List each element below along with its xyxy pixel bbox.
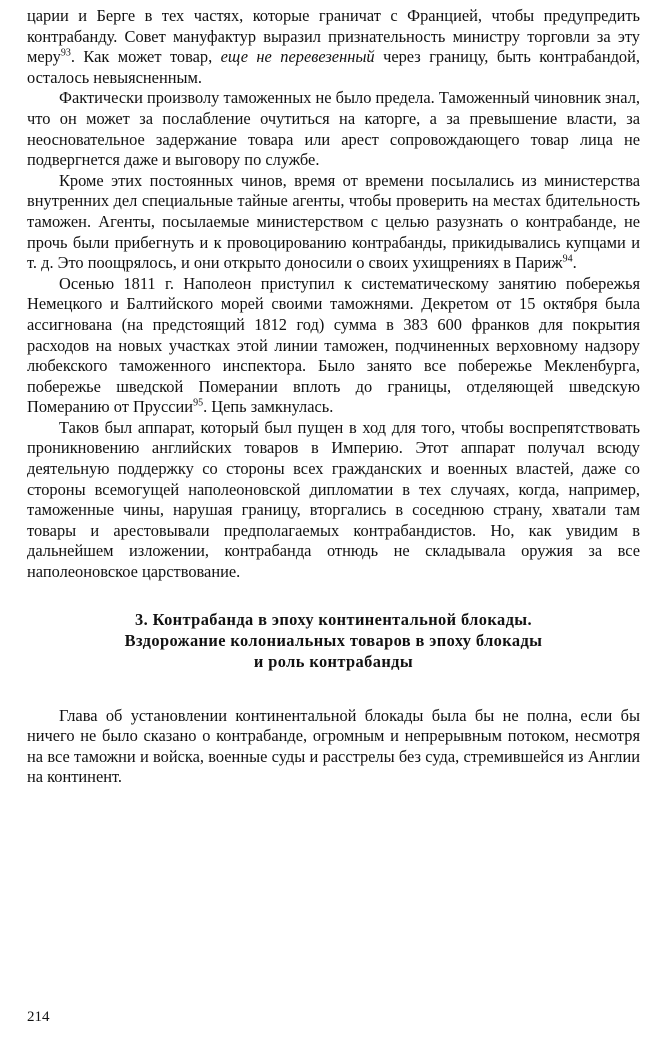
paragraph-text: царии и Берге в тех частях, которые граничат с Францией, чтобы предупредить контрабанду. Совет мануфактур выразил признательность министру торговли за эту меру xyxy=(27,6,640,67)
paragraph-coast-occupation xyxy=(27,274,640,418)
footnote-ref-95: 95 xyxy=(193,397,204,409)
section-heading-line-2: Вздорожание колониальных товаров в эпоху блокады xyxy=(124,630,543,650)
footnote-ref-93: 93 xyxy=(60,47,71,59)
footnote-ref-94: 94 xyxy=(562,253,573,265)
spacer xyxy=(27,672,640,706)
section-heading xyxy=(27,609,640,672)
section-heading-line-3: и роль контрабанды xyxy=(253,651,414,671)
paragraph-customs-arbitrariness: Фактически произволу таможенных не было предела. Таможенный чиновник знал, что он может за послабление очутиться на каторге, а за превышение власти, за неосновательное задержание товара или арест сопровождающего товар лица не подвергнется даже и выговору по службе. xyxy=(27,88,640,170)
page-number: 214 xyxy=(27,1009,50,1025)
paragraph-chapter-intro: Глава об установлении континентальной блокады была бы не полна, если бы ничего не было сказано о контрабанде, огромным и непрерывным потоком, несмотря на все таможни и войска, военные суды и расстрелы без суда, стремившейся из Англии на континент. xyxy=(27,705,640,787)
paragraph-text: Кроме этих постоянных чинов, время от времени посылались из министерства внутренних дел специальные тайные агенты, чтобы проверить на местах бдительность таможен. Агенты, посылаемые министерством с целью разузнать о контрабанде, не прочь были прибегнуть и к провоцированию контрабанды, прикидывались купцами и т. д. Это поощрялось, и они открыто доносили о своих ухищрениях в Париж xyxy=(27,170,640,273)
paragraph-text: . xyxy=(572,253,577,273)
paragraph-continuation xyxy=(27,6,640,88)
paragraph-text: . Как может товар, xyxy=(70,47,221,67)
paragraph-apparatus: Таков был аппарат, который был пущен в ход для того, чтобы воспрепятствовать проникновению английских товаров в Империю. Этот аппарат получал всюду деятельную поддержку со стороны всех гражданских и военных властей, даже со стороны всемогущей наполеоновской дипломатии в тех случаях, когда, например, таможенные чины, нарушая границу, вторгались в соседнюю страну, хватали там товары и арестовывали предполагаемых контрабандистов. Но, как увидим в дальнейшем изложении, контрабанда отнюдь не складывала оружия за все наполеоновское царствование. xyxy=(27,417,640,582)
paragraph-text: . Цепь замкнулась. xyxy=(203,397,334,417)
paragraph-secret-agents xyxy=(27,171,640,274)
paragraph-text: Осенью 1811 г. Наполеон приступил к систематическому занятию побережья Немецкого и Балтийского морей своими таможнями. Декретом от 15 октября была ассигнована (на предстоящий 1812 год) сумма в 383 600 франков для покрытия расходов на новых участках этой линии таможен, подчиненных верховному надзору любекского таможенного инспектора. Было занято все побережье Мекленбурга, побережье шведской Померании вплоть до границы, отделяющей шведскую Померанию от Пруссии xyxy=(27,273,640,417)
italic-emphasis: еще не перевезенный xyxy=(220,47,375,67)
section-heading-line-1: 3. Контрабанда в эпоху континентальной блокады. xyxy=(135,609,532,629)
paragraph-text: через границу, быть контрабандой, осталось невыясненным. xyxy=(27,47,640,87)
